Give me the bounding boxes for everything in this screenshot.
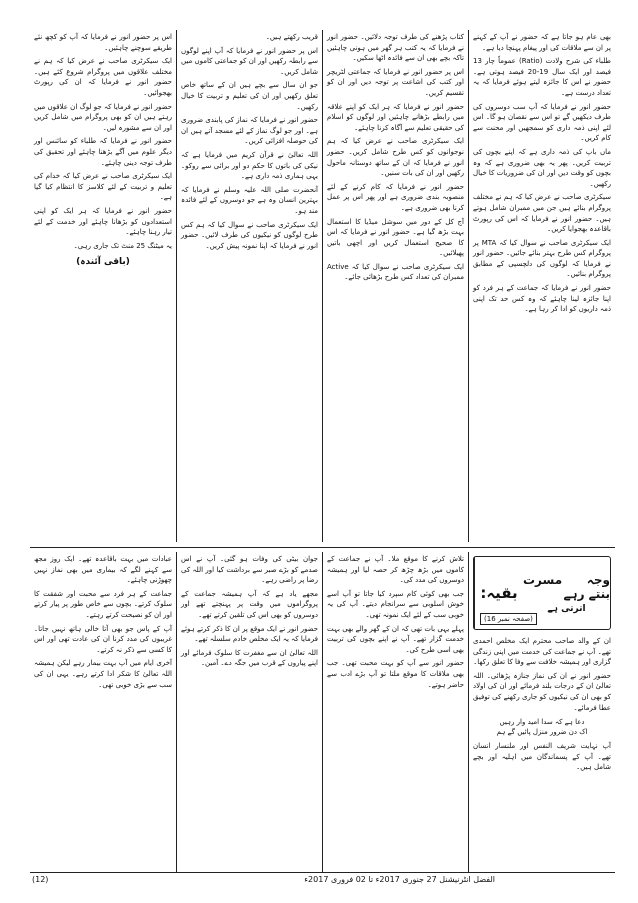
paragraph: ایک سیکرٹری صاحب نے سوال کیا کہ Active ممبران کی تعداد کس طرح بڑھائی جائے۔ <box>327 262 464 282</box>
poem-verse <box>473 717 611 737</box>
paragraph: تلاش کرنے کا موقع ملا۔ آپ نے جماعت کے کاموں میں بڑھ چڑھ کر حصہ لیا اور ہمیشہ دوسروں کی مدد کی۔ <box>327 555 464 585</box>
paragraph: ایک سیکرٹری صاحب نے عرض کیا کہ ہم نوجوانوں کو کس طرح شامل کریں۔ حضور انور نے فرمایا کہ ان کے ساتھ دوستانہ ماحول رکھیں اور ان کی بات سنیں۔ <box>327 137 464 178</box>
paragraph: آپ نہایت شریف النفس اور ملنسار انسان تھے۔ آپ کے پسماندگان میں اہلیہ اور بچے شامل ہیں۔ <box>473 742 611 772</box>
paragraph: حضور انور نے ان کی نماز جنازہ پڑھائی۔ اللہ تعالیٰ ان کے درجات بلند فرمائے اور ان کی اولاد کو بھی ان کی نیکیوں کو جاری رکھنے کی توفیق عطا فرمائے۔ <box>473 671 611 712</box>
top-column-4 <box>30 30 176 542</box>
paragraph: اللہ تعالیٰ ان سے مغفرت کا سلوک فرمائے اور اپنے پیاروں کے قرب میں جگہ دے۔ آمین۔ <box>181 648 318 668</box>
paragraph: ایک سیکرٹری صاحب نے سوال کیا کہ ہم کس طرح لوگوں کو نیکیوں کی طرف لائیں۔ حضور انور نے فرمایا کہ اپنا نمونہ پیش کریں۔ <box>181 220 318 250</box>
paragraph: اس پر حضور انور نے فرمایا کہ آپ کو کچھ نئے طریقے سوچنے چاہئیں۔ <box>34 33 172 52</box>
paragraph: حضور انور نے فرمایا کہ طلباء کو سائنس اور دیگر علوم میں آگے بڑھنا چاہئے اور تحقیق کی طرف توجہ دینی چاہئے۔ <box>34 137 172 167</box>
paragraph: حضور انور نے ایک موقع پر ان کا ذکر کرتے ہوئے فرمایا کہ یہ ایک مخلص خادم سلسلہ تھے۔ <box>181 624 318 644</box>
paragraph: آج کل کے دور میں سوشل میڈیا کا استعمال بہت بڑھ گیا ہے۔ حضور انور نے فرمایا کہ اس کا صحیح استعمال کریں اور اچھی باتیں پھیلائیں۔ <box>327 217 464 258</box>
paragraph: ایک سیکرٹری صاحب نے عرض کیا کہ خدام کی تعلیم و تربیت کے لئے کلاسز کا انتظام کیا گیا ہے۔ <box>34 172 172 202</box>
paragraph: اس پر حضور انور نے فرمایا کہ آپ اپنے لوگوں سے رابطہ رکھیں اور ان کو جماعتی کاموں میں شامل کریں۔ <box>181 46 318 76</box>
page-footer <box>30 872 615 885</box>
paragraph: کتاب پڑھنے کی طرف توجہ دلائیں۔ حضور انور نے فرمایا کہ یہ کتب ہر گھر میں ہونی چاہئیں تاکہ بچے بھی ان سے فائدہ اٹھا سکیں۔ <box>327 33 464 63</box>
paragraph: سیکرٹری صاحب نے عرض کیا کہ ہم نے مختلف پروگرام بنائے ہیں جن میں ممبران شامل ہوتے ہیں۔ حضور انور نے فرمایا کہ اس کی رپورٹ باقاعدہ بھجوایا کریں۔ <box>473 193 611 234</box>
paragraph: ایک سیکرٹری صاحب نے عرض کیا کہ ہم نے مختلف علاقوں میں پروگرام شروع کئے ہیں۔ حضور انور نے فرمایا کہ ان کی رپورٹ بھجوائیں۔ <box>34 57 172 97</box>
paragraph: حضور انور نے فرمایا کہ نماز کی پابندی ضروری ہے۔ اور جو لوگ نماز کے لئے مسجد آتے ہیں ان کی حوصلہ افزائی کریں۔ <box>181 116 318 146</box>
paragraph: ایک سیکرٹری صاحب نے سوال کیا کہ MTA پر پروگرام کس طرح بہتر بنائے جائیں۔ حضور انور نے فرمایا کہ لوگوں کی دلچسپی کے مطابق پروگرام بنائیں۔ <box>473 238 611 279</box>
paragraph: جو ان سال سے بچے ہیں ان کے ساتھ خاص تعلق رکھیں اور ان کی تعلیم و تربیت کا خیال رکھیں۔ <box>181 81 318 111</box>
paragraph: اللہ تعالیٰ نے قرآن کریم میں فرمایا ہے کہ نیکی کی باتوں کا حکم دو اور برائی سے روکو۔ یہی ہماری ذمہ داری ہے۔ <box>181 150 318 181</box>
bottom-column-2 <box>322 552 468 872</box>
bottom-column-3 <box>176 552 322 872</box>
paragraph: پہلے یہی بات تھی کہ ان کے گھر والے بھی بہت خدمت گزار تھے۔ آپ نے اپنے بچوں کی تربیت بھی اسی طرح کی۔ <box>327 624 464 654</box>
article-banner <box>473 556 611 630</box>
banner-page-ref: (صفحہ نمبر 16) <box>480 613 537 625</box>
paragraph: آپ کے پاس جو بھی آتا خالی ہاتھ نہیں جاتا۔ غریبوں کی مدد کرنا ان کی عادت تھی اور اس کا کسی سے ذکر نہ کرتے۔ <box>34 624 172 654</box>
section-divider <box>30 547 615 548</box>
paragraph: حضور انور نے فرمایا کہ جماعت کے ہر فرد کو اپنا جائزہ لینا چاہئے کہ وہ کس حد تک اپنی ذمہ داریوں کو ادا کر رہا ہے۔ <box>473 284 611 314</box>
top-column-3 <box>176 30 322 542</box>
paragraph: آنحضرت صلی اللہ علیہ وسلم نے فرمایا کہ بہترین انسان وہ ہے جو دوسروں کے لئے فائدہ مند ہو۔ <box>181 185 318 215</box>
top-section <box>30 30 615 542</box>
paragraph: حضور انور سے آپ کو بہت محبت تھی۔ جب بھی ملاقات کا موقع ملتا تو آپ بڑے ادب سے حاضر ہوتے۔ <box>327 659 464 689</box>
bottom-column-1 <box>468 552 615 872</box>
paragraph: حضور انور نے فرمایا کہ آپ سب دوسروں کی طرف دیکھیں گے تو اس سے نقصان ہو گا۔ اس لئے اپنی ذمہ داری کو سمجھیں اور محنت سے کام کریں۔ <box>473 102 611 143</box>
paragraph: عبادات میں بہت باقاعدہ تھے۔ ایک روز مجھ سے کہنے لگے کہ بیماری میں بھی نماز نہیں چھوڑنی چاہئے۔ <box>34 555 172 585</box>
poem-line: دعا ہے کہ سدا امید وار رہیں <box>499 718 585 727</box>
paragraph: ان کے والد صاحب محترم ایک مخلص احمدی تھے۔ آپ نے جماعت کی خدمت میں اپنی زندگی گزاری اور ہمیشہ خلافت سے وفا کا تعلق رکھا۔ <box>473 637 611 667</box>
paragraph: جوان بیٹی کی وفات ہو گئی۔ آپ نے اس صدمے کو بڑے صبر سے برداشت کیا اور اللہ کی رضا پر راضی رہے۔ <box>181 555 318 585</box>
paragraph: ماں باپ کی ذمہ داری ہے کہ اپنے بچوں کی تربیت کریں۔ پھر یہ بھی ضروری ہے کہ وہ بچوں کو وقت دیں اور ان کی ضروریات کا خیال رکھیں۔ <box>473 147 611 188</box>
page-number: (12) <box>32 875 49 884</box>
banner-title: وجہ مسرت بنتے رہے <box>523 572 610 601</box>
paragraph: جماعت کے ہر فرد سے محبت اور شفقت کا سلوک کرتے۔ بچوں سے خاص طور پر پیار کرتے اور ان کو نصیحت کرتے رہتے۔ <box>34 589 172 619</box>
banner-label: بقیہ: <box>474 557 523 629</box>
paragraph: آخری ایام میں آپ بہت بیمار رہے لیکن ہمیشہ اللہ تعالیٰ کا شکر ادا کرتے رہے۔ یہی ان کی سب سے بڑی خوبی تھی۔ <box>34 659 172 689</box>
banner-subtitle: اترتی ہے <box>547 603 586 614</box>
continued-note: (باقی آئندہ) <box>76 257 130 268</box>
paragraph: حضور انور نے فرمایا کہ ہر ایک کو اپنے علاقہ میں رابطے بڑھانے چاہئیں اور لوگوں کو اسلام کی حقیقی تعلیم سے آگاہ کرنا چاہئے۔ <box>327 102 464 132</box>
bottom-column-1-body <box>473 636 611 773</box>
paragraph: قریب رکھتے ہیں۔ <box>265 33 318 41</box>
paragraph: مجھے یاد ہے کہ آپ ہمیشہ جماعت کے پروگراموں میں وقت پر پہنچتے تھے اور دوسروں کو بھی اس کی تلقین کرتے تھے۔ <box>181 589 318 619</box>
footer-publication: الفضل انٹرنیشنل 27 جنوری 2017ء تا 02 فروری 2017ء <box>304 875 495 884</box>
paragraph: یہ میٹنگ 25 منٹ تک جاری رہی۔ <box>73 241 172 250</box>
paragraph: طلباء کی شرح ولادت (Ratio) عموماً چار 13 فیصد اور ایک سال 19-20 فیصد ہوتی ہے۔ حضور نے اس کا جائزہ لیتے ہوئے فرمایا کہ یہ تعداد درست ہے۔ <box>473 57 611 97</box>
paragraph: جب بھی کوئی کام سپرد کیا جاتا تو آپ اسے خوش اسلوبی سے سرانجام دیتے۔ آپ کی یہ خوبی سب کے لئے ایک نمونہ تھی۔ <box>327 589 464 619</box>
top-column-1 <box>468 30 615 542</box>
paragraph: حضور انور نے فرمایا کہ جو لوگ ان علاقوں میں رہتے ہیں ان کو بھی پروگرام میں شامل کریں اور ان سے مشورہ لیں۔ <box>34 102 172 132</box>
paragraph: بھی عام ہو جاتا ہے کہ حضور نے آپ کے کہنے پر ان سے ملاقات کی اور پیغام پہنچا دیا ہے۔ <box>473 33 611 52</box>
paragraph: اس پر حضور انور نے فرمایا کہ جماعتی لٹریچر اور کتب کی اشاعت پر توجہ دیں اور ان کو تقسیم کریں۔ <box>327 67 464 97</box>
paragraph: حضور انور نے فرمایا کہ کام کرنے کے لئے منصوبہ بندی ضروری ہے اور پھر اس پر عمل کرنا بھی ضروری ہے۔ <box>327 182 464 212</box>
bottom-column-4 <box>30 552 176 872</box>
bottom-section <box>30 552 615 872</box>
poem-line: اک دن ضرور منزل پائیں گے ہم <box>496 728 588 737</box>
top-column-2 <box>322 30 468 542</box>
paragraph: حضور انور نے فرمایا کہ ہر ایک کو اپنی استعدادوں کو بڑھانا چاہئے اور خدمت کے لئے تیار رہنا چاہئے۔ <box>34 206 172 237</box>
newspaper-page <box>30 30 615 884</box>
